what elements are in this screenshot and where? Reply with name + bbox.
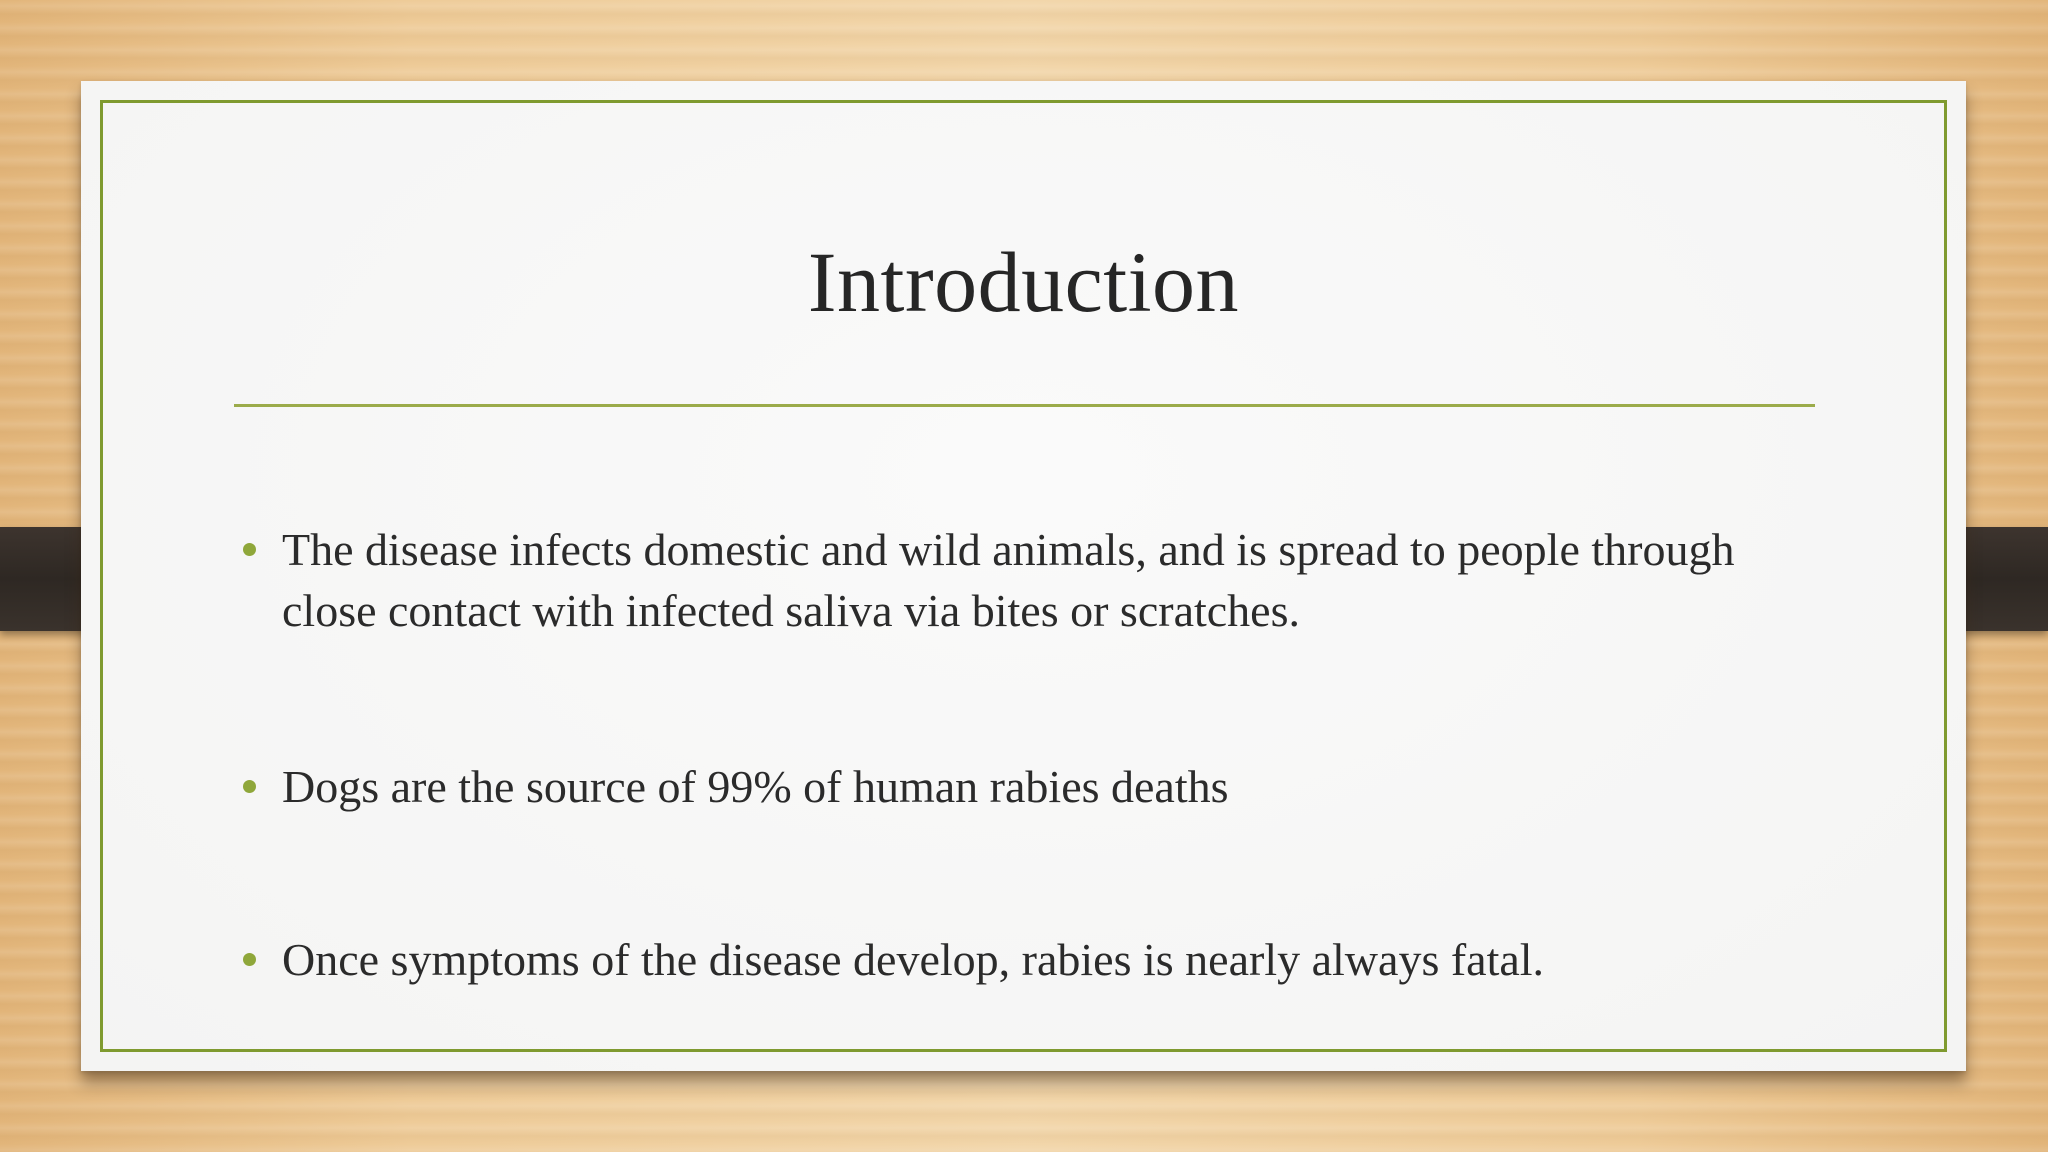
bullet-dot-icon [243, 953, 256, 966]
bullet-text: The disease infects domestic and wild animals, and is spread to people through close contact with infected saliva via bites or scratches. [282, 524, 1735, 636]
bullet-text: Dogs are the source of 99% of human rabies deaths [282, 761, 1229, 812]
bullet-item [234, 756, 1794, 817]
bullet-text: Once symptoms of the disease develop, rabies is nearly always fatal. [282, 934, 1545, 985]
bullet-item [234, 929, 1794, 990]
bullet-item [234, 519, 1794, 641]
bullet-dot-icon [243, 543, 256, 556]
bullet-dot-icon [243, 780, 256, 793]
slide-canvas [81, 81, 1966, 1071]
bullet-list [234, 519, 1794, 990]
title-divider [234, 404, 1815, 407]
slide-title: Introduction [807, 234, 1240, 330]
